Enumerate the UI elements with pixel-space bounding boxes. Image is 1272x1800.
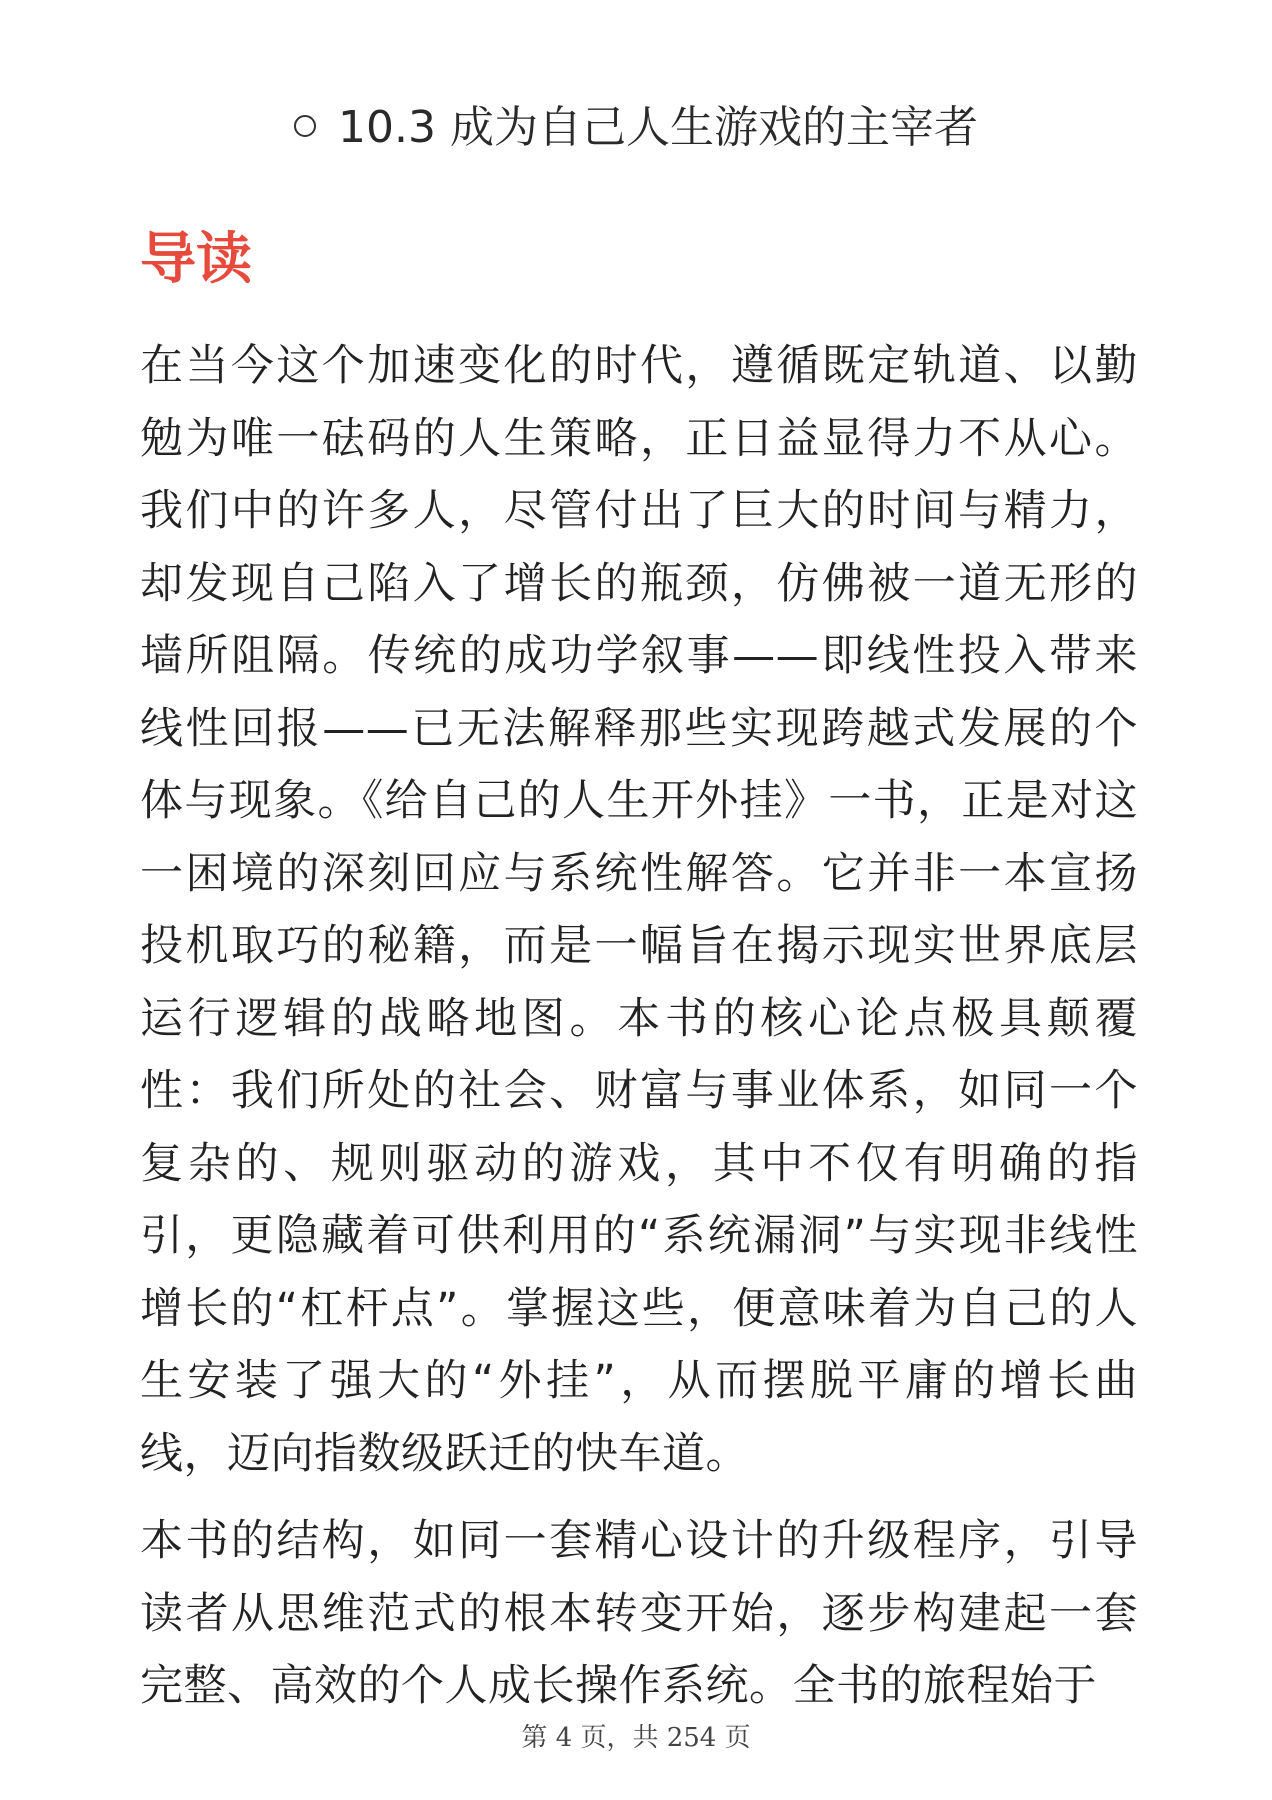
- body-paragraph-1: 在当今这个加速变化的时代，遵循既定轨道、以勤勉为唯一砝码的人生策略，正日益显得力不从心。我们中的许多人，尽管付出了巨大的时间与精力，却发现自己陷入了增长的瓶颈，仿佛被一道无形的墙所阻隔。传统的成功学叙事——即线性投入带来线性回报——已无法解释那些实现跨越式发展的个体与现象。《给自己的人生开外挂》一书，正是对这一困境的深刻回应与系统性解答。它并非一本宣扬投机取巧的秘籍，而是一幅旨在揭示现实世界底层运行逻辑的战略地图。本书的核心论点极具颠覆性：我们所处的社会、财富与事业体系，如同一个复杂的、规则驱动的游戏，其中不仅有明确的指引，更隐藏着可供利用的“系统漏洞”与实现非线性增长的“杠杆点”。掌握这些，便意味着为自己的人生安装了强大的“外挂”，从而摆脱平庸的增长曲线，迈向指数级跃迁的快车道。: [140, 341, 1138, 1479]
- toc-item[interactable]: [0, 92, 1272, 164]
- toc-item-label: 10.3 成为自己人生游戏的主宰者: [338, 102, 978, 153]
- section-heading: 导读: [140, 227, 252, 292]
- page-number: 第 4 页，共 254 页: [521, 1723, 751, 1753]
- body-paragraph-2: 本书的结构，如同一套精心设计的升级程序，引导读者从思维范式的根本转变开始，逐步构建起一套完整、高效的个人成长操作系统。全书的旅程始于: [140, 1516, 1138, 1711]
- circle-bullet-icon: [294, 115, 316, 137]
